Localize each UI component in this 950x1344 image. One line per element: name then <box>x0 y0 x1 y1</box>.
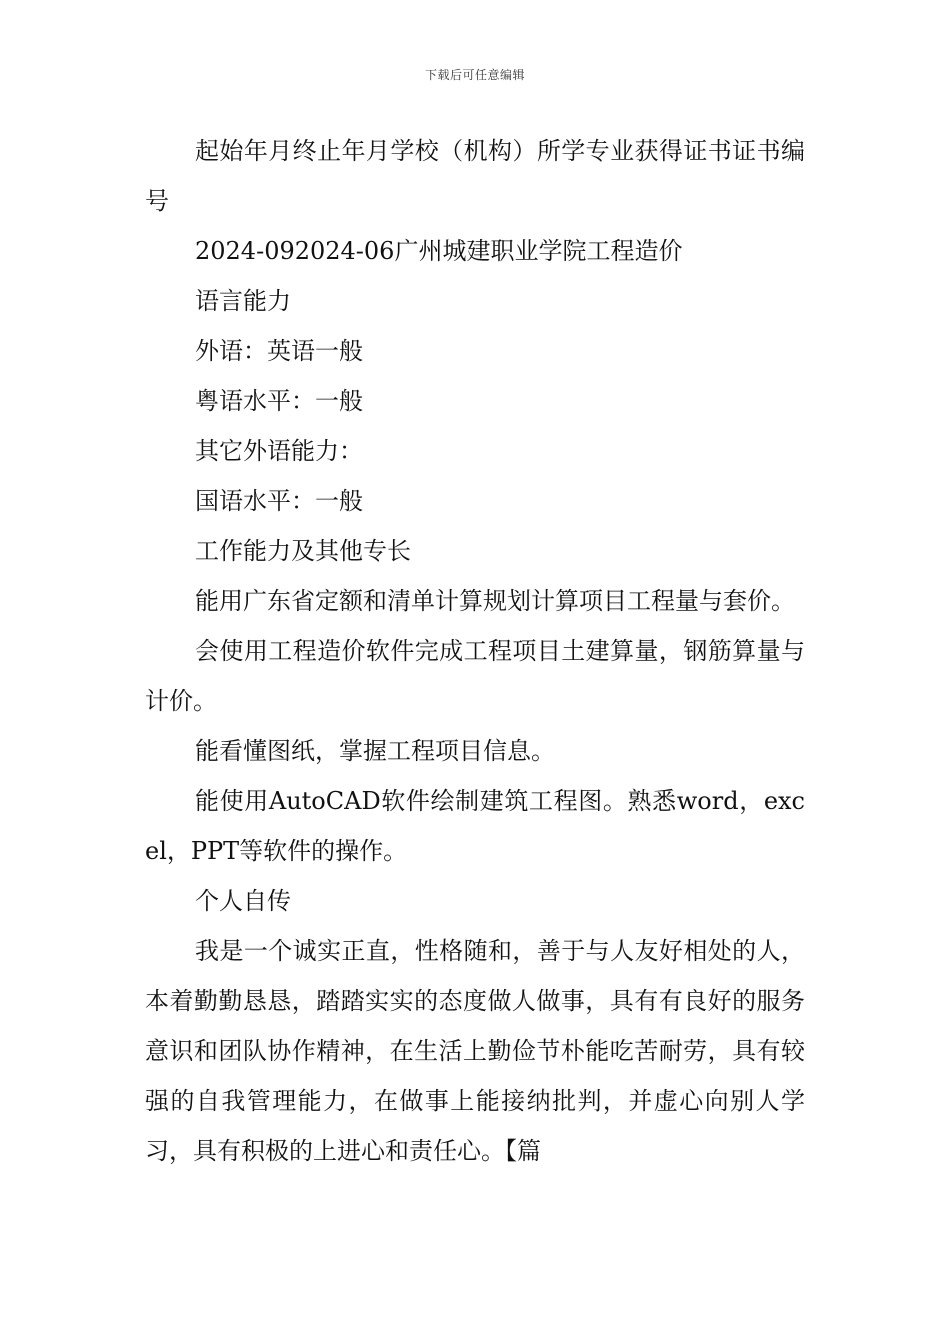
page-header: 下载后可任意编辑 <box>424 68 525 82</box>
skill-item: 能看懂图纸，掌握工程项目信息。 <box>195 737 555 765</box>
skill-item: 能用广东省定额和清单计算规划计算项目工程量与套价。 <box>195 587 795 615</box>
language-mandarin: 国语水平：一般 <box>195 487 363 515</box>
education-header-line: 起始年月终止年月学校（机构）所学专业获得证书证书编号 <box>145 137 805 215</box>
section-title-skills: 工作能力及其他专长 <box>195 537 411 565</box>
language-foreign: 外语：英语一般 <box>195 337 363 365</box>
language-other: 其它外语能力： <box>195 437 363 465</box>
language-cantonese: 粤语水平：一般 <box>195 387 363 415</box>
bio-paragraph: 我是一个诚实正直，性格随和，善于与人友好相处的人，本着勤勤恳恳，踏踏实实的态度做人做事，具有有良好的服务意识和团队协作精神，在生活上勤俭节朴能吃苦耐劳，具有较强的自我管理能力，在做事上能接纳批判，并虚心向别人学习，具有积极的上进心和责任心。【篇 <box>145 937 805 1165</box>
skill-item: 会使用工程造价软件完成工程项目土建算量，钢筋算量与计价。 <box>145 637 805 715</box>
skill-item: 能使用AutoCAD软件绘制建筑工程图。熟悉word，excel，PPT等软件的操作。 <box>145 787 805 865</box>
section-title-language: 语言能力 <box>195 287 291 315</box>
education-record-line: 2024-092024-06广州城建职业学院工程造价 <box>195 237 683 265</box>
document-body <box>145 126 805 1176</box>
section-title-bio: 个人自传 <box>195 887 291 915</box>
